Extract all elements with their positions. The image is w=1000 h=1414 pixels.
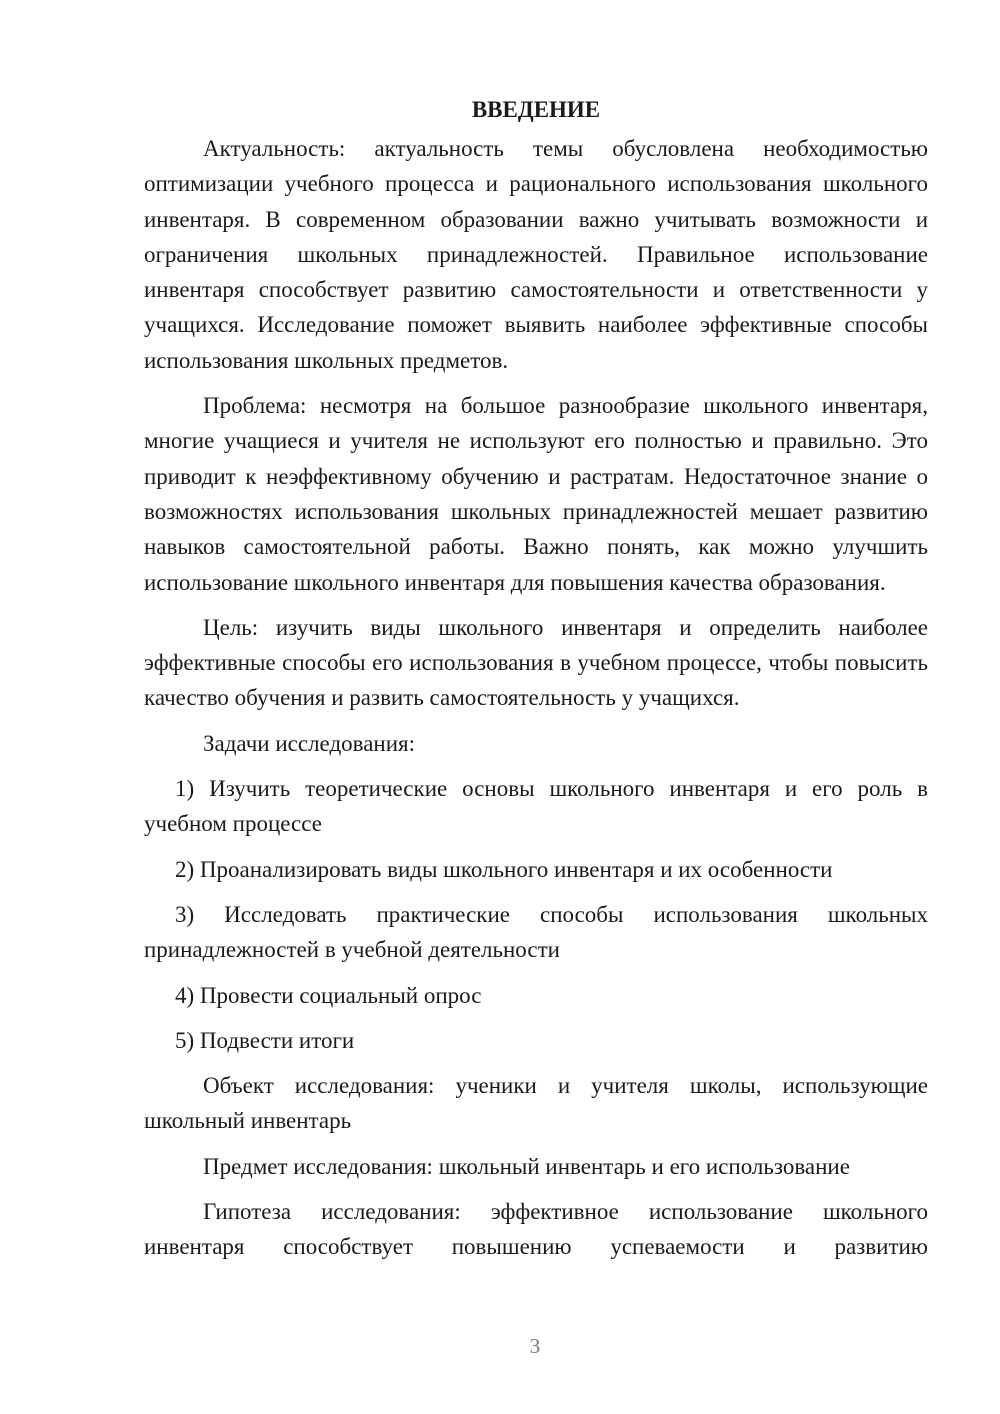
- problem-paragraph: Проблема: несмотря на большое разнообразие школьного инвентаря, многие учащиеся и учителя не используют его полностью и правильно. Это приводит к неэффективному обучению и растратам. Недостаточное знание о возможностях использования школьных принадлежностей мешает развитию навыков самостоятельной работы. Важно понять, как можно улучшить использование школьного инвентаря для повышения качества образования.: [144, 393, 928, 595]
- task-item: 1) Изучить теоретические основы школьного инвентаря и его роль в учебном процессе: [144, 776, 928, 837]
- page-content: [144, 92, 928, 1275]
- research-object-paragraph: Объект исследования: ученики и учителя школы, использующие школьный инвентарь: [144, 1073, 928, 1134]
- tasks-heading: Задачи исследования:: [203, 730, 416, 756]
- task-item: 3) Исследовать практические способы использования школьных принадлежностей в учебной деятельности: [144, 901, 928, 963]
- goal-paragraph: Цель: изучить виды школьного инвентаря и определить наиболее эффективные способы его использования в учебном процессе, чтобы повысить качество обучения и развить самостоятельность у учащихся.: [144, 614, 928, 711]
- task-item: 5) Подвести итоги: [175, 1027, 355, 1053]
- relevance-paragraph: Актуальность: актуальность темы обусловлена необходимостью оптимизации учебного процесса и рационального использования школьного инвентаря. В современном образовании важно учитывать возможности и ограничения школьных принадлежностей. Правильное использование инвентаря способствует развитию самостоятельности и ответственности у учащихся. Исследование поможет выявить наиболее эффективные способы использования школьных предметов.: [144, 136, 928, 373]
- task-item: 2) Проанализировать виды школьного инвентаря и их особенности: [175, 856, 833, 882]
- task-item: 4) Провести социальный опрос: [175, 982, 482, 1008]
- section-title: ВВЕДЕНИЕ: [471, 97, 601, 122]
- research-subject-paragraph: Предмет исследования: школьный инвентарь и его использование: [203, 1153, 850, 1179]
- hypothesis-paragraph: Гипотеза исследования: эффективное использование школьного инвентаря способствует повышению успеваемости и развитию: [144, 1199, 928, 1260]
- page-number: 3: [529, 1334, 541, 1358]
